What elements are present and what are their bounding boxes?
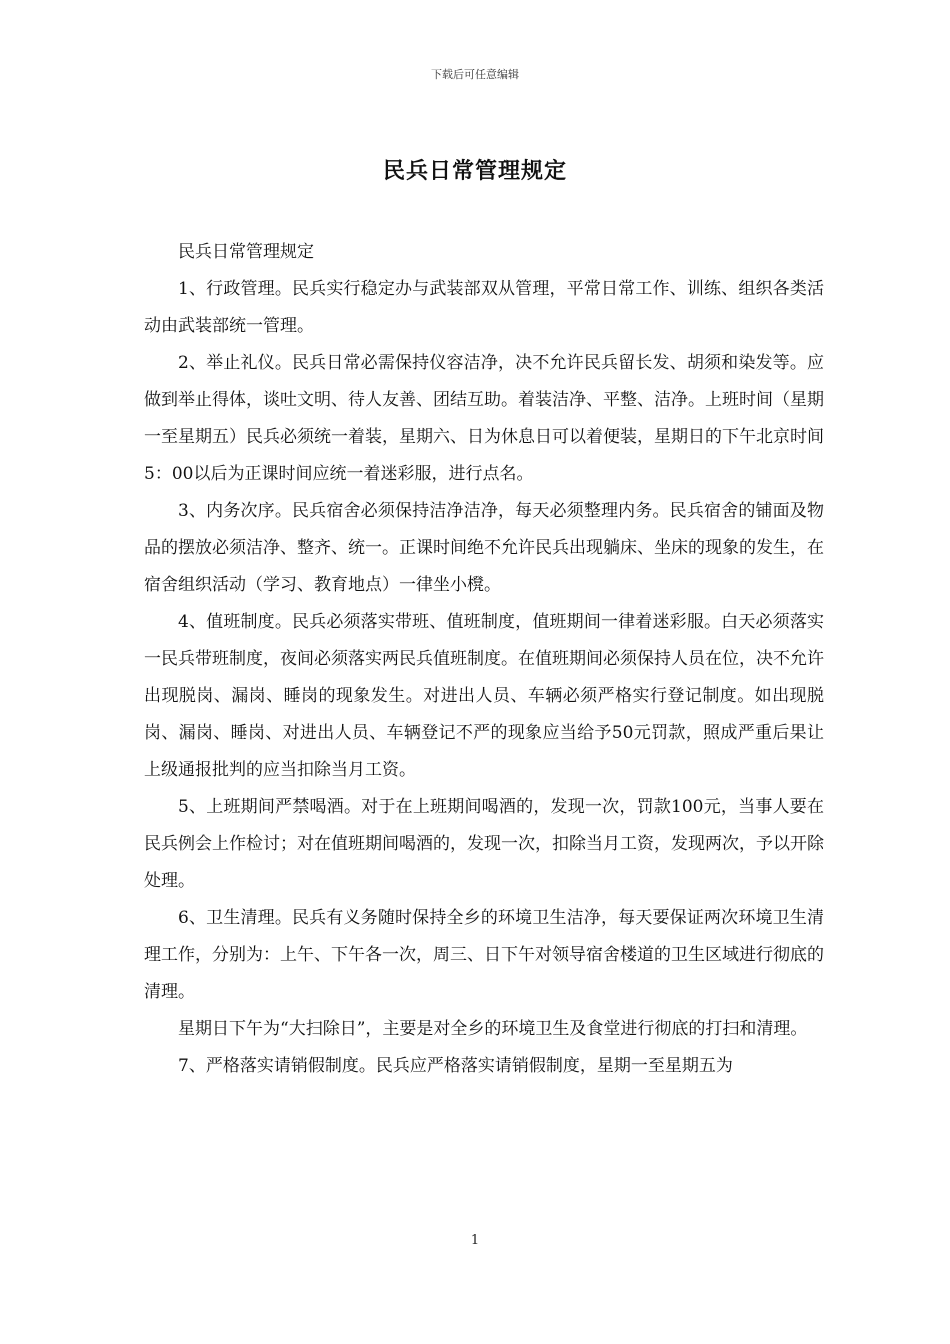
body-paragraph: 2、举止礼仪。民兵日常必需保持仪容洁净，决不允许民兵留长发、胡须和染发等。应做到举止得体，谈吐文明、待人友善、团结互助。着装洁净、平整、洁净。上班时间（星期一至星期五）民兵必须统一着装，星期六、日为休息日可以着便装，星期日的下午北京时间5：00以后为正课时间应统一着迷彩服，进行点名。: [144, 353, 824, 484]
body-paragraph: 星期日下午为“大扫除日”，主要是对全乡的环境卫生及食堂进行彻底的打扫和清理。: [178, 1019, 808, 1039]
body-paragraph: 民兵日常管理规定: [178, 242, 314, 262]
body-paragraph: 5、上班期间严禁喝酒。对于在上班期间喝酒的，发现一次，罚款100元，当事人要在民兵例会上作检讨；对在值班期间喝酒的，发现一次，扣除当月工资，发现两次，予以开除处理。: [144, 797, 824, 891]
body-paragraph: 7、严格落实请销假制度。民兵应严格落实请销假制度，星期一至星期五为: [178, 1056, 733, 1076]
body-paragraph: 6、卫生清理。民兵有义务随时保持全乡的环境卫生洁净，每天要保证两次环境卫生清理工作，分别为：上午、下午各一次，周三、日下午对领导宿舍楼道的卫生区域进行彻底的清理。: [144, 908, 824, 1002]
document-body: [144, 234, 824, 1085]
document-title: 民兵日常管理规定: [382, 158, 567, 184]
page-number: 1: [470, 1233, 480, 1248]
page-header-note: 下载后可任意编辑: [431, 68, 519, 81]
body-paragraph: 4、值班制度。民兵必须落实带班、值班制度，值班期间一律着迷彩服。白天必须落实一民兵带班制度，夜间必须落实两民兵值班制度。在值班期间必须保持人员在位，决不允许出现脱岗、漏岗、睡岗的现象发生。对进出人员、车辆必须严格实行登记制度。如出现脱岗、漏岗、睡岗、对进出人员、车辆登记不严的现象应当给予50元罚款，照成严重后果让上级通报批判的应当扣除当月工资。: [144, 612, 824, 780]
body-paragraph: 3、内务次序。民兵宿舍必须保持洁净洁净，每天必须整理内务。民兵宿舍的铺面及物品的摆放必须洁净、整齐、统一。正课时间绝不允许民兵出现躺床、坐床的现象的发生，在宿舍组织活动（学习、教育地点）一律坐小櫈。: [144, 501, 824, 595]
body-paragraph: 1、行政管理。民兵实行稳定办与武装部双从管理，平常日常工作、训练、组织各类活动由武装部统一管理。: [144, 279, 824, 336]
